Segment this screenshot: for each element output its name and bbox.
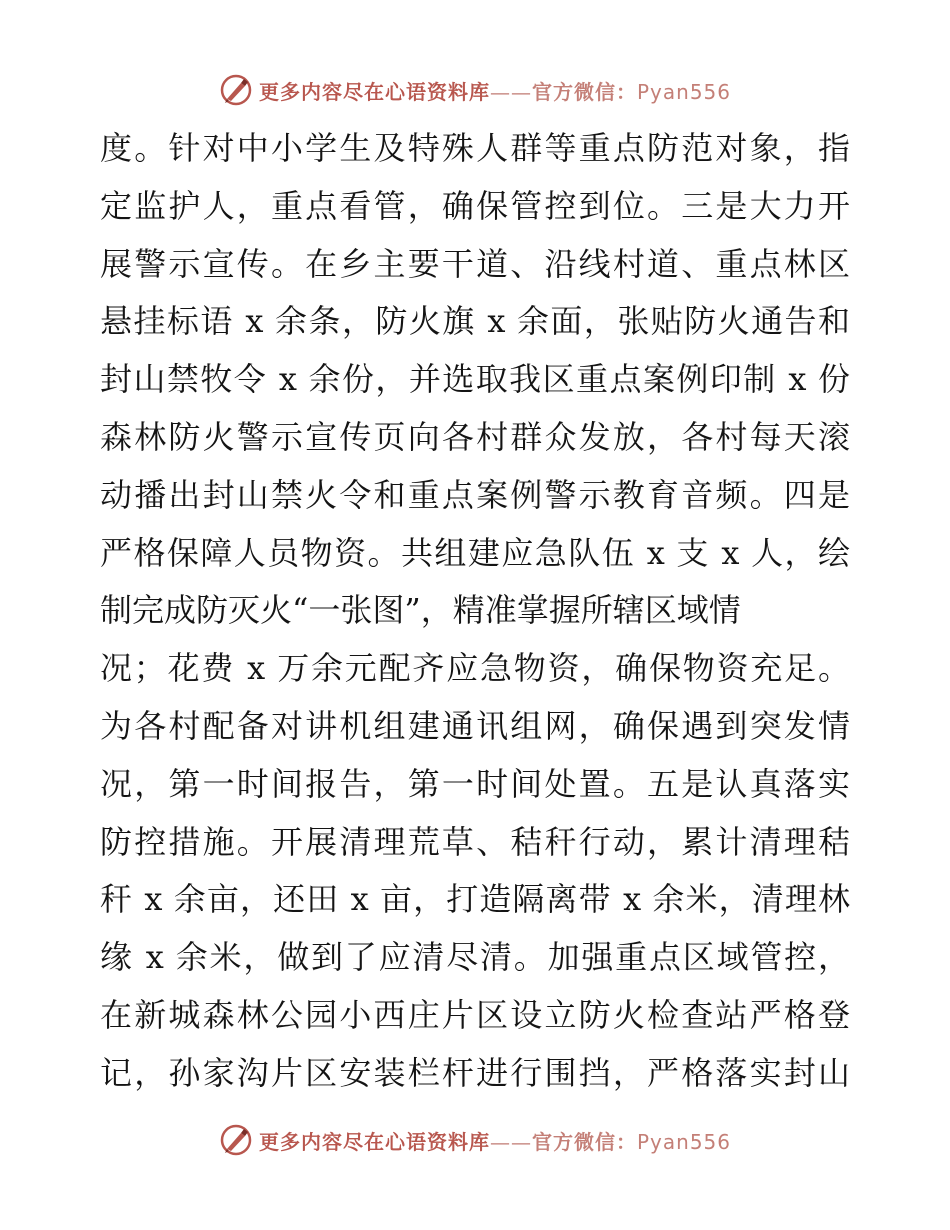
banner-text [259, 76, 731, 105]
banner-wechat-id: Pyan556 [636, 1129, 731, 1154]
banner-wechat-id: Pyan556 [636, 79, 731, 104]
banner-official-label: 官方微信： [531, 1129, 637, 1154]
text-line: 制完成防灭火“一张图”，精准掌握所辖区域情 [100, 591, 741, 630]
banner-official-label: 官方微信： [531, 79, 637, 104]
banner-text [259, 1126, 731, 1155]
text-line: 记，孙家沟片区安装栏杆进行围挡，严格落实封山 [100, 1053, 850, 1092]
text-line: 严格保障人员物资。共组建应急队伍 x 支 x 人，绘 [100, 533, 850, 572]
banner-separator: —— [489, 1129, 532, 1154]
text-line: 防控措施。开展清理荒草、秸秆行动，累计清理秸 [100, 822, 850, 861]
text-line: 森林防火警示宣传页向各村群众发放，各村每天滚 [100, 417, 850, 456]
text-line: 动播出封山禁火令和重点案例警示教育音频。四是 [100, 475, 850, 514]
text-line: 定监护人，重点看管，确保管控到位。三是大力开 [100, 186, 850, 225]
footer-watermark-banner [0, 1122, 950, 1158]
document-body [100, 120, 850, 1103]
pen-logo-icon [219, 1123, 253, 1157]
banner-main-text: 更多内容尽在心语资料库 [258, 79, 490, 104]
text-line: 缘 x 余米，做到了应清尽清。加强重点区域管控， [100, 938, 850, 977]
text-line: 况；花费 x 万余元配齐应急物资，确保物资充足。 [100, 649, 850, 688]
text-line: 悬挂标语 x 余条，防火旗 x 余面，张贴防火通告和 [100, 302, 850, 341]
text-line: 为各村配备对讲机组建通讯组网，确保遇到突发情 [100, 706, 850, 745]
text-line: 度。针对中小学生及特殊人群等重点防范对象，指 [100, 129, 850, 167]
text-line: 展警示宣传。在乡主要干道、沿线村道、重点林区 [100, 244, 850, 283]
text-line: 秆 x 余亩，还田 x 亩，打造隔离带 x 余米，清理林 [100, 880, 850, 919]
banner-separator: —— [489, 79, 532, 104]
header-watermark-banner [0, 72, 950, 108]
text-line: 况，第一时间报告，第一时间处置。五是认真落实 [100, 764, 850, 803]
text-line: 封山禁牧令 x 余份，并选取我区重点案例印制 x 份 [100, 360, 850, 399]
banner-main-text: 更多内容尽在心语资料库 [258, 1129, 490, 1154]
pen-logo-icon [219, 73, 253, 107]
text-line: 在新城森林公园小西庄片区设立防火检查站严格登 [100, 995, 850, 1034]
